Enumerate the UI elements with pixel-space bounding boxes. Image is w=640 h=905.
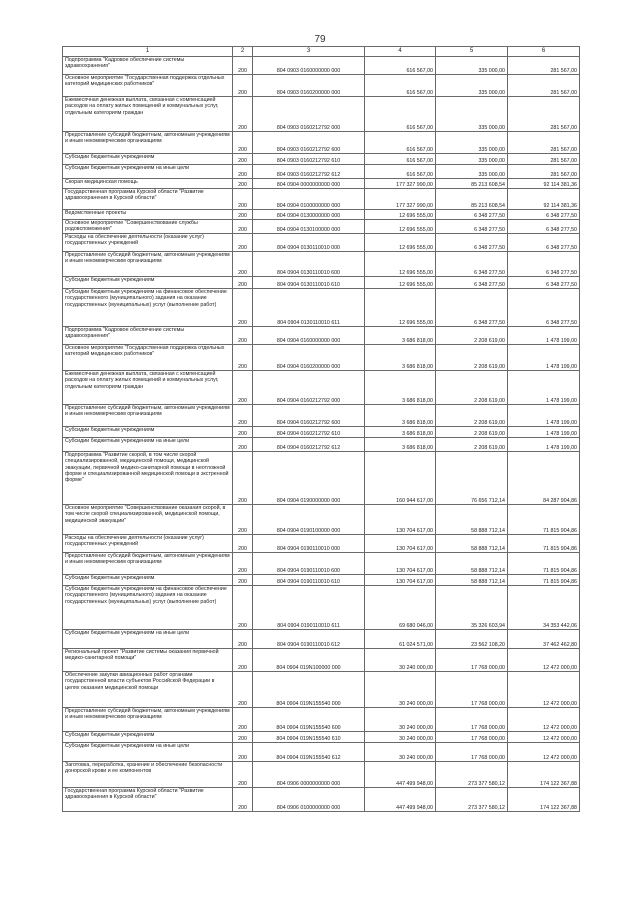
table-row: [63, 649, 580, 672]
row-name-cell: Предоставление субсидий бюджетным, автономным учреждениям и иным некоммерческим организациям: [63, 252, 233, 277]
row-code-cell: 200: [233, 438, 253, 452]
row-name-cell: Основное мероприятие "Государственная поддержка отдельных категорий медицинских работников": [63, 345, 233, 371]
row-amount-cell: 71 815 904,86: [508, 575, 580, 586]
row-amount-cell: 17 768 000,00: [436, 672, 508, 708]
table-header: [63, 47, 580, 57]
row-name-cell: Основное мероприятие "Совершенствование службы родовспоможения": [63, 220, 233, 234]
row-amount-cell: 6 348 277,50: [436, 277, 508, 289]
row-classification-cell: 804 0903 0160212792 000: [253, 97, 365, 132]
table-row: [63, 708, 580, 732]
row-amount-cell: 177 327 990,00: [365, 179, 436, 189]
row-name-cell: Предоставление субсидий бюджетным, автономным учреждениям и иным некоммерческим организациям: [63, 708, 233, 732]
table-row: [63, 672, 580, 708]
row-amount-cell: 174 122 367,88: [508, 788, 580, 812]
row-amount-cell: 281 567,00: [508, 57, 580, 75]
row-amount-cell: 3 686 818,00: [365, 371, 436, 405]
row-name-cell: Предоставление субсидий бюджетным, автономным учреждениям и иным некоммерческим организациям: [63, 132, 233, 154]
row-code-cell: 200: [233, 189, 253, 210]
row-name-cell: Субсидии бюджетным учреждениям на финансовое обеспечение государственного (муниципального) задания на оказание государственных (муниципальных) услуг (выполнение работ): [63, 586, 233, 630]
row-amount-cell: 281 567,00: [508, 75, 580, 97]
row-amount-cell: 69 680 046,00: [365, 586, 436, 630]
row-amount-cell: 58 888 712,14: [436, 535, 508, 553]
row-classification-cell: 804 0904 0160200000 000: [253, 345, 365, 371]
table-row: [63, 277, 580, 289]
row-name-cell: Региональный проект "Развитие системы оказания первичной медико-санитарной помощи": [63, 649, 233, 672]
row-amount-cell: 335 000,00: [436, 165, 508, 179]
table-row: [63, 75, 580, 97]
row-code-cell: 200: [233, 371, 253, 405]
row-amount-cell: 130 704 617,00: [365, 553, 436, 575]
table-row: [63, 630, 580, 649]
row-amount-cell: 335 000,00: [436, 57, 508, 75]
row-amount-cell: 1 478 199,00: [508, 345, 580, 371]
row-amount-cell: 34 353 442,06: [508, 586, 580, 630]
table-row: [63, 575, 580, 586]
row-amount-cell: 6 348 277,50: [436, 234, 508, 252]
row-amount-cell: 6 348 277,50: [436, 252, 508, 277]
row-classification-cell: 804 0903 0160200000 000: [253, 75, 365, 97]
row-amount-cell: 6 348 277,50: [436, 210, 508, 220]
row-code-cell: 200: [233, 427, 253, 438]
table-row: [63, 179, 580, 189]
row-classification-cell: 804 0904 0100000000 000: [253, 189, 365, 210]
row-code-cell: 200: [233, 452, 253, 505]
row-amount-cell: 71 815 904,86: [508, 553, 580, 575]
row-amount-cell: 335 000,00: [436, 132, 508, 154]
row-amount-cell: 12 696 555,00: [365, 210, 436, 220]
row-classification-cell: 804 0904 0160212792 600: [253, 405, 365, 427]
table-row: [63, 345, 580, 371]
row-classification-cell: 804 0904 0130000000 000: [253, 210, 365, 220]
row-classification-cell: 804 0904 0160212792 610: [253, 427, 365, 438]
row-amount-cell: 3 686 818,00: [365, 345, 436, 371]
row-code-cell: 200: [233, 220, 253, 234]
row-amount-cell: 2 208 619,00: [436, 427, 508, 438]
table-row: [63, 189, 580, 210]
page-number: 79: [314, 34, 326, 45]
table-row: [63, 252, 580, 277]
row-name-cell: Предоставление субсидий бюджетным, автономным учреждениям и иным некоммерческим организациям: [63, 553, 233, 575]
row-classification-cell: 804 0904 0190110010 611: [253, 586, 365, 630]
row-code-cell: 200: [233, 553, 253, 575]
row-amount-cell: 58 888 712,14: [436, 575, 508, 586]
row-amount-cell: 3 686 818,00: [365, 327, 436, 345]
row-classification-cell: 804 0904 0160000000 000: [253, 327, 365, 345]
row-name-cell: Расходы на обеспечение деятельности (оказание услуг) государственных учреждений: [63, 234, 233, 252]
row-classification-cell: 804 0904 0130110010 611: [253, 289, 365, 327]
row-name-cell: Субсидии бюджетным учреждениям на иные цели: [63, 438, 233, 452]
row-amount-cell: 17 768 000,00: [436, 649, 508, 672]
row-code-cell: 200: [233, 630, 253, 649]
row-amount-cell: 76 656 712,14: [436, 452, 508, 505]
table-body: [63, 57, 580, 812]
row-amount-cell: 12 472 000,00: [508, 743, 580, 762]
row-classification-cell: 804 0903 0160212792 600: [253, 132, 365, 154]
row-amount-cell: 12 472 000,00: [508, 649, 580, 672]
row-amount-cell: 1 478 199,00: [508, 438, 580, 452]
row-amount-cell: 1 478 199,00: [508, 405, 580, 427]
row-name-cell: Ежемесячная денежная выплата, связанная с компенсацией расходов на оплату жилых помещений и коммунальных услуг, отдельным категориям граждан: [63, 97, 233, 132]
row-code-cell: 200: [233, 535, 253, 553]
row-amount-cell: 12 472 000,00: [508, 732, 580, 743]
table-row: [63, 132, 580, 154]
table-row: [63, 743, 580, 762]
row-amount-cell: 6 348 277,50: [508, 277, 580, 289]
header-row: [63, 47, 580, 57]
table-row: [63, 586, 580, 630]
row-classification-cell: 804 0904 019N155540 600: [253, 708, 365, 732]
row-amount-cell: 2 208 619,00: [436, 327, 508, 345]
row-amount-cell: 6 348 277,50: [436, 220, 508, 234]
row-code-cell: 200: [233, 234, 253, 252]
row-amount-cell: 335 000,00: [436, 154, 508, 165]
row-amount-cell: 37 462 462,80: [508, 630, 580, 649]
table-row: [63, 327, 580, 345]
table-row: [63, 405, 580, 427]
table-row: [63, 427, 580, 438]
row-code-cell: 200: [233, 708, 253, 732]
row-classification-cell: 804 0904 0190110010 610: [253, 575, 365, 586]
row-classification-cell: 804 0904 0190000000 000: [253, 452, 365, 505]
row-amount-cell: 12 696 555,00: [365, 289, 436, 327]
row-amount-cell: 92 114 381,36: [508, 179, 580, 189]
row-code-cell: 200: [233, 743, 253, 762]
column-header: 2: [233, 47, 253, 57]
row-name-cell: Подпрограмма "Кадровое обеспечение системы здравоохранения": [63, 327, 233, 345]
row-name-cell: Ведомственные проекты: [63, 210, 233, 220]
table-row: [63, 438, 580, 452]
row-amount-cell: 1 478 199,00: [508, 327, 580, 345]
row-code-cell: 200: [233, 327, 253, 345]
row-amount-cell: 12 472 000,00: [508, 708, 580, 732]
row-amount-cell: 616 567,00: [365, 132, 436, 154]
row-amount-cell: 61 024 571,00: [365, 630, 436, 649]
row-amount-cell: 30 240 000,00: [365, 743, 436, 762]
row-code-cell: 200: [233, 154, 253, 165]
row-amount-cell: 177 327 990,00: [365, 189, 436, 210]
row-amount-cell: 2 208 619,00: [436, 438, 508, 452]
row-code-cell: 200: [233, 586, 253, 630]
row-name-cell: Субсидии бюджетным учреждениям на иные цели: [63, 165, 233, 179]
row-classification-cell: 804 0906 0100000000 000: [253, 788, 365, 812]
table-row: [63, 762, 580, 788]
table-row: [63, 154, 580, 165]
row-name-cell: Скорая медицинская помощь: [63, 179, 233, 189]
row-amount-cell: 12 472 000,00: [508, 672, 580, 708]
table-row: [63, 535, 580, 553]
row-classification-cell: 804 0904 019N155540 000: [253, 672, 365, 708]
row-code-cell: 200: [233, 345, 253, 371]
row-amount-cell: 6 348 277,50: [508, 220, 580, 234]
row-name-cell: Ежемесячная денежная выплата, связанная с компенсацией расходов на оплату жилых помещений и коммунальных услуг, отдельным категориям граждан: [63, 371, 233, 405]
row-code-cell: 200: [233, 165, 253, 179]
row-amount-cell: 3 686 818,00: [365, 405, 436, 427]
row-classification-cell: 804 0904 019N155540 612: [253, 743, 365, 762]
row-amount-cell: 130 704 617,00: [365, 575, 436, 586]
row-amount-cell: 2 208 619,00: [436, 405, 508, 427]
row-amount-cell: 23 562 108,20: [436, 630, 508, 649]
row-classification-cell: 804 0904 0190110010 600: [253, 553, 365, 575]
row-amount-cell: 3 686 818,00: [365, 438, 436, 452]
row-amount-cell: 58 888 712,14: [436, 505, 508, 535]
row-amount-cell: 17 768 000,00: [436, 708, 508, 732]
table-row: [63, 452, 580, 505]
row-classification-cell: 804 0904 0130100000 000: [253, 220, 365, 234]
row-code-cell: 200: [233, 179, 253, 189]
row-amount-cell: 447 499 948,00: [365, 788, 436, 812]
row-name-cell: Государственная программа Курской области "Развитие здравоохранения в Курской области": [63, 189, 233, 210]
table-row: [63, 220, 580, 234]
row-amount-cell: 616 567,00: [365, 75, 436, 97]
row-amount-cell: 281 567,00: [508, 132, 580, 154]
table-row: [63, 165, 580, 179]
row-name-cell: Расходы на обеспечение деятельности (оказание услуг) государственных учреждений: [63, 535, 233, 553]
row-amount-cell: 2 208 619,00: [436, 371, 508, 405]
row-name-cell: Субсидии бюджетным учреждениям на иные цели: [63, 630, 233, 649]
row-amount-cell: 335 000,00: [436, 75, 508, 97]
row-name-cell: Субсидии бюджетным учреждениям: [63, 575, 233, 586]
row-classification-cell: 804 0904 0190100000 000: [253, 505, 365, 535]
table-row: [63, 97, 580, 132]
row-amount-cell: 71 815 904,86: [508, 535, 580, 553]
table-row: [63, 788, 580, 812]
row-amount-cell: 84 287 904,86: [508, 452, 580, 505]
row-code-cell: 200: [233, 97, 253, 132]
row-amount-cell: 2 208 619,00: [436, 345, 508, 371]
table-row: [63, 234, 580, 252]
row-classification-cell: 804 0904 0130110010 000: [253, 234, 365, 252]
row-code-cell: 200: [233, 277, 253, 289]
row-code-cell: 200: [233, 132, 253, 154]
row-amount-cell: 616 567,00: [365, 154, 436, 165]
row-amount-cell: 30 240 000,00: [365, 732, 436, 743]
row-amount-cell: 17 768 000,00: [436, 732, 508, 743]
budget-table: [62, 46, 580, 812]
row-amount-cell: 85 213 608,54: [436, 189, 508, 210]
row-amount-cell: 6 348 277,50: [436, 289, 508, 327]
row-name-cell: Подпрограмма "Кадровое обеспечение системы здравоохранения": [63, 57, 233, 75]
row-amount-cell: 12 696 555,00: [365, 234, 436, 252]
row-amount-cell: 3 686 818,00: [365, 427, 436, 438]
row-amount-cell: 17 768 000,00: [436, 743, 508, 762]
row-name-cell: Субсидии бюджетным учреждениям: [63, 732, 233, 743]
row-name-cell: Субсидии бюджетным учреждениям на финансовое обеспечение государственного (муниципального) задания на оказание государственных (муниципальных) услуг (выполнение работ): [63, 289, 233, 327]
table-row: [63, 210, 580, 220]
table-row: [63, 553, 580, 575]
table-row: [63, 505, 580, 535]
row-code-cell: 200: [233, 762, 253, 788]
row-amount-cell: 616 567,00: [365, 97, 436, 132]
row-name-cell: Заготовка, переработка, хранение и обеспечение безопасности донорской крови и ее компонентов: [63, 762, 233, 788]
row-name-cell: Основное мероприятие "Совершенствование оказания скорой, в том числе скорой специализированной, медицинской помощи, медицинской эвакуации": [63, 505, 233, 535]
row-amount-cell: 6 348 277,50: [508, 210, 580, 220]
column-header: 1: [63, 47, 233, 57]
row-amount-cell: 30 240 000,00: [365, 708, 436, 732]
table-row: [63, 371, 580, 405]
row-amount-cell: 281 567,00: [508, 154, 580, 165]
row-classification-cell: 804 0904 019N155540 610: [253, 732, 365, 743]
table-row: [63, 289, 580, 327]
table-row: [63, 732, 580, 743]
row-classification-cell: 804 0904 0160212792 612: [253, 438, 365, 452]
row-code-cell: 200: [233, 732, 253, 743]
row-amount-cell: 6 348 277,50: [508, 289, 580, 327]
row-amount-cell: 616 567,00: [365, 57, 436, 75]
row-code-cell: 200: [233, 210, 253, 220]
row-amount-cell: 58 888 712,14: [436, 553, 508, 575]
row-code-cell: 200: [233, 252, 253, 277]
row-amount-cell: 273 377 580,12: [436, 762, 508, 788]
row-classification-cell: 804 0903 0160212792 610: [253, 154, 365, 165]
row-code-cell: 200: [233, 649, 253, 672]
row-amount-cell: 1 478 199,00: [508, 427, 580, 438]
row-classification-cell: 804 0904 0160212792 000: [253, 371, 365, 405]
row-code-cell: 200: [233, 57, 253, 75]
row-code-cell: 200: [233, 75, 253, 97]
row-name-cell: Подпрограмма "Развитие скорой, в том числе скорой специализированной, медицинской помощи, медицинской эвакуации, первичной медико-санитарной помощи в неотложной форме и специализированной медицинской помощи в экстренной форме": [63, 452, 233, 505]
row-name-cell: Государственная программа Курской области "Развитие здравоохранения в Курской области": [63, 788, 233, 812]
row-classification-cell: 804 0904 019N100000 000: [253, 649, 365, 672]
row-amount-cell: 12 696 555,00: [365, 252, 436, 277]
row-amount-cell: 130 704 617,00: [365, 535, 436, 553]
row-classification-cell: 804 0904 0130110010 600: [253, 252, 365, 277]
row-amount-cell: 616 567,00: [365, 165, 436, 179]
row-amount-cell: 281 567,00: [508, 97, 580, 132]
row-classification-cell: 804 0906 0000000000 000: [253, 762, 365, 788]
table-row: [63, 57, 580, 75]
row-amount-cell: 6 348 277,50: [508, 234, 580, 252]
row-amount-cell: 1 478 199,00: [508, 371, 580, 405]
row-code-cell: 200: [233, 289, 253, 327]
row-classification-cell: 804 0903 0160212792 612: [253, 165, 365, 179]
row-amount-cell: 335 000,00: [436, 97, 508, 132]
row-name-cell: Обеспечение закупки авиационных работ органами государственной власти субъектов Российской Федерации в целях оказания медицинской помощи: [63, 672, 233, 708]
column-header: 4: [365, 47, 436, 57]
row-classification-cell: 804 0904 0000000000 000: [253, 179, 365, 189]
row-code-cell: 200: [233, 405, 253, 427]
row-amount-cell: 447 499 948,00: [365, 762, 436, 788]
row-name-cell: Субсидии бюджетным учреждениям: [63, 427, 233, 438]
row-amount-cell: 160 944 617,00: [365, 452, 436, 505]
row-name-cell: Субсидии бюджетным учреждениям на иные цели: [63, 743, 233, 762]
row-amount-cell: 6 348 277,50: [508, 252, 580, 277]
row-amount-cell: 130 704 617,00: [365, 505, 436, 535]
row-amount-cell: 71 815 904,86: [508, 505, 580, 535]
row-code-cell: 200: [233, 575, 253, 586]
row-classification-cell: 804 0904 0130110010 610: [253, 277, 365, 289]
row-amount-cell: 281 567,00: [508, 165, 580, 179]
row-classification-cell: 804 0903 0160000000 000: [253, 57, 365, 75]
row-amount-cell: 12 696 555,00: [365, 277, 436, 289]
row-name-cell: Субсидии бюджетным учреждениям: [63, 154, 233, 165]
column-header: 6: [508, 47, 580, 57]
row-amount-cell: 30 240 000,00: [365, 672, 436, 708]
row-amount-cell: 174 122 367,88: [508, 762, 580, 788]
column-header: 3: [253, 47, 365, 57]
row-amount-cell: 35 326 603,94: [436, 586, 508, 630]
row-name-cell: Основное мероприятие "Государственная поддержка отдельных категорий медицинских работников": [63, 75, 233, 97]
row-classification-cell: 804 0904 0190110010 000: [253, 535, 365, 553]
row-code-cell: 200: [233, 672, 253, 708]
row-amount-cell: 273 377 580,12: [436, 788, 508, 812]
row-code-cell: 200: [233, 788, 253, 812]
row-amount-cell: 12 696 555,00: [365, 220, 436, 234]
row-classification-cell: 804 0904 0190110010 612: [253, 630, 365, 649]
row-name-cell: Предоставление субсидий бюджетным, автономным учреждениям и иным некоммерческим организациям: [63, 405, 233, 427]
row-amount-cell: 30 240 000,00: [365, 649, 436, 672]
row-name-cell: Субсидии бюджетным учреждениям: [63, 277, 233, 289]
row-amount-cell: 92 114 381,36: [508, 189, 580, 210]
row-amount-cell: 85 213 608,54: [436, 179, 508, 189]
column-header: 5: [436, 47, 508, 57]
row-code-cell: 200: [233, 505, 253, 535]
